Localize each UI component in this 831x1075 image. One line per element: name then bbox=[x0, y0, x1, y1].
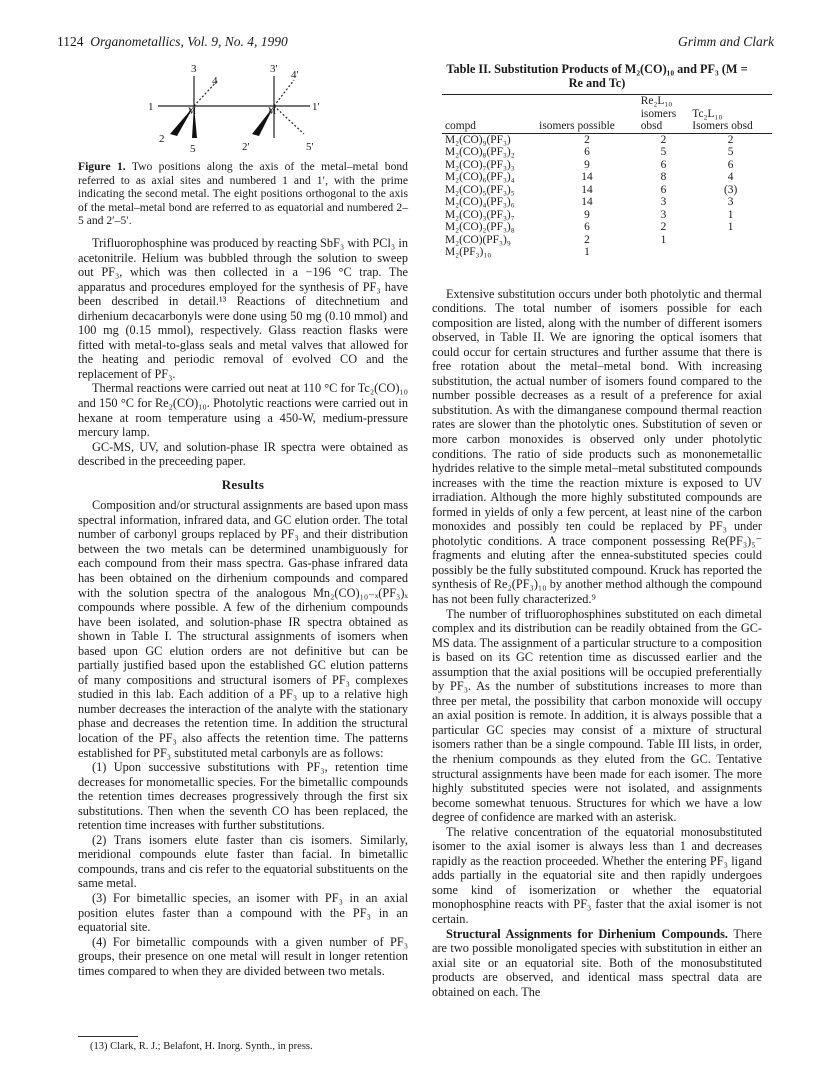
page-number: 1124 bbox=[57, 34, 84, 49]
table-row bbox=[442, 234, 772, 247]
results-rule-3: (3) For bimetallic species, an isomer with PF₃ in an axial position elutes faster than a compound with the PF₃ in an equatorial site. bbox=[78, 891, 408, 935]
label-metal-1: M bbox=[188, 106, 197, 116]
cell-tc-obsd: 1 bbox=[727, 221, 734, 233]
table-row bbox=[442, 159, 772, 172]
cell-compd: M₂(CO)₂(PF₃)₈ bbox=[445, 221, 515, 233]
caption-text: Two positions along the axis of the metal–metal bond referred to as axial sites and numbered 1 and 1′, with the prime indicating the second metal. The eight positions orthogonal to the axis of the metal–metal bond are referred to as equatorial and numbered 2–5 and 2′–5′. bbox=[78, 160, 408, 228]
header-isomers-possible: isomers possible bbox=[536, 120, 638, 133]
dashed-bond-4-prime bbox=[274, 80, 294, 106]
cell-isomers-possible: 14 bbox=[581, 171, 593, 183]
results-rule-1: (1) Upon successive substitutions with PF₃, retention time decreases for monometallic species. For the bimetallic compounds the retention times decreases progressively through the first six substitutions. Then when the seventh CO has been replaced, the retention time increases with further substitutions. bbox=[78, 760, 408, 833]
figure-1-caption bbox=[78, 160, 408, 228]
table-row bbox=[442, 209, 772, 222]
label-5-prime: 5' bbox=[306, 141, 314, 153]
label-1: 1 bbox=[148, 101, 154, 113]
cell-isomers-possible: 1 bbox=[584, 246, 590, 258]
label-2: 2 bbox=[159, 133, 165, 145]
label-5: 5 bbox=[190, 143, 196, 154]
cell-isomers-possible: 2 bbox=[584, 133, 590, 146]
journal-citation: Organometallics, Vol. 9, No. 4, 1990 bbox=[90, 34, 288, 49]
cell-re-obsd: 2 bbox=[660, 221, 667, 233]
dashed-bond-5-prime bbox=[274, 106, 304, 134]
cell-isomers-possible: 6 bbox=[584, 221, 590, 233]
footnote-divider bbox=[78, 1036, 138, 1037]
label-4: 4 bbox=[212, 75, 218, 87]
cell-tc-obsd: 3 bbox=[727, 196, 734, 208]
label-2-prime: 2' bbox=[242, 141, 250, 153]
cell-tc-obsd: 4 bbox=[727, 171, 734, 183]
table-title-line-2: Re and Tc) bbox=[568, 76, 626, 90]
table-row bbox=[442, 196, 772, 209]
table-row bbox=[442, 171, 772, 184]
table-2-wrapper bbox=[442, 94, 762, 259]
table-row bbox=[442, 133, 772, 146]
results-rule-2: (2) Trans isomers elute faster than cis isomers. Similarly, meridional compounds elute faster than facial. In bimetallic compounds, trans and cis refer to the equatorial substituents on the same metal. bbox=[78, 832, 408, 891]
left-column bbox=[78, 62, 408, 978]
header-tc-top: Tc₂L₁₀ bbox=[692, 107, 723, 120]
results-heading: Results bbox=[221, 476, 265, 492]
caption-label: Figure 1. bbox=[78, 160, 126, 173]
cell-re-obsd: 5 bbox=[660, 146, 667, 158]
label-metal-2: M bbox=[268, 106, 277, 116]
cell-re-obsd: 8 bbox=[660, 171, 667, 183]
cell-tc-obsd: 6 bbox=[727, 158, 734, 171]
cell-isomers-possible: 14 bbox=[581, 196, 593, 208]
experimental-paragraph-2: Thermal reactions were carried out neat at 110 °C for Tc₂(CO)₁₀ and 150 °C for Re₂(CO)₁₀. Photolytic reactions were carried out in hexane at room temperature using a 450-W, medium-pressure mercury lamp. bbox=[78, 381, 408, 440]
discussion-paragraph-2: The number of trifluorophosphines substituted on each dimetal complex and its distribution can be readily obtained from the GC-MS data. The assignment of a particular structure to a composition is based on its GC retention time as discussed earlier and the assumption that the axial positions will be occupied preferentially by PF₃. As the number of substitutions increases to more than three per metal, the possibility that carbon monoxide will occupy an axial position is remote. In addition, it is always possible that a particular GC species may consist of a mixture of structural isomers rather than be a single compound. Table III lists, in order, the rhenium compounds as they eluted from the GC. Tentative structural assignments have been made for each isomer. The more highly substituted species were not isolated, and assignments become somewhat tenuous. Structures for which we have a low degree of confidence are marked with an asterisk. bbox=[432, 606, 762, 825]
page-header bbox=[57, 34, 774, 52]
cell-tc-obsd: 1 bbox=[727, 208, 734, 221]
results-paragraph-1: Composition and/or structural assignments are based upon mass spectral information, infrared data, and GC elution order. The total number of carbonyl groups replaced by PF₃ and their distribution between the two metals can be determined unambiguously for each compound from their mass spectra. Gas-phase infrared data has been obtained on the dirhenium compounds and compared with the solution spectra of the analogous Mn₂(CO)₁₀₋ₓ(PF₃)ₓ compounds where possible. A few of the dirhenium compounds have been isolated, and solution-phase IR spectra obtained as shown in Table I. The structural assignments of isomers when based upon GC elution orders are not definitive but can be partially justified based upon the established GC elution patterns of many compositions and structural isomers of PF₃ complexes studied in this lab. Each addition of a PF₃ up to a relative high number decreases the interaction of the analyte with the stationary phase and decreases the retention time. In addition the structural location of the PF₃ also affects the retention time. The patterns established for PF₃ substituted metal carbonyls are as follows: bbox=[78, 498, 408, 760]
discussion-paragraph-3: The relative concentration of the equatorial monosubstituted isomer to the axial isomer is always less than 1 and decreases rapidly as the reaction proceeded. Whether the entering PF₃ ligand adds partially in the equatorial site and then rapidly undergoes some kind of isomerization or whether the equatorial monophosphine reacts with PF₃ faster that the axial isomer is not certain. bbox=[432, 824, 762, 927]
table-title-line-1: Table II. Substitution Products of M₂(CO)₁₀ and PF₃ (M = bbox=[446, 62, 748, 76]
cell-tc-obsd: 2 bbox=[727, 133, 734, 146]
table-row bbox=[442, 246, 772, 259]
header-re-mid: isomers bbox=[640, 107, 677, 120]
label-3-prime: 3' bbox=[270, 63, 278, 75]
footnote-13: (13) Clark, R. J.; Belafont, H. Inorg. Synth., in press. bbox=[90, 1041, 313, 1052]
cell-compd: M₂(CO)₉(PF₃) bbox=[445, 133, 511, 146]
table-row bbox=[442, 184, 772, 197]
cell-re-obsd bbox=[638, 246, 690, 259]
cell-re-obsd: 6 bbox=[660, 183, 667, 196]
header-left bbox=[57, 34, 288, 50]
cell-tc-obsd: 5 bbox=[727, 146, 734, 158]
cell-re-obsd: 3 bbox=[660, 208, 667, 221]
running-authors: Grimm and Clark bbox=[677, 34, 774, 49]
structural-assignments-text: There are two possible monoligated species with substitution in either an axial site or an equatorial site. Both of the monosubstituted products are observed, and identical mass spectral data are obtained on each. The bbox=[432, 926, 762, 999]
cell-compd: M₂(CO)₆(PF₃)₄ bbox=[445, 171, 515, 183]
cell-isomers-possible: 6 bbox=[584, 146, 590, 158]
structural-assignments-heading: Structural Assignments for Dirhenium Compounds. bbox=[446, 926, 728, 941]
cell-compd: M₂(CO)₃(PF₃)₇ bbox=[445, 208, 515, 221]
experimental-paragraph-1: Trifluorophosphine was produced by reacting SbF₃ with PCl₃ in acetonitrile. Helium was bubbled through the solution to sweep out PF₃, which was then collected in a −196 °C trap. The apparatus and procedures employed for the synthesis of PF₃ have been described in detail.¹³ Reactions of ditechnetium and dirhenium decacarbonyls were done using 50 mg (0.10 mmol) and 100 mg (0.15 mmol), respectively. Glass reaction flasks were fitted with metal-to-glass seals and metal valves that allowed for the heating and periodic removal of evolved CO and the replacement of PF₃. bbox=[78, 235, 408, 381]
cell-re-obsd: 6 bbox=[660, 158, 667, 171]
table-row bbox=[442, 221, 772, 234]
header-tc-bot: Isomers obsd bbox=[689, 120, 772, 133]
structural-assignments-paragraph bbox=[432, 927, 762, 1000]
cell-isomers-possible: 14 bbox=[581, 183, 593, 196]
cell-tc-obsd bbox=[689, 234, 772, 247]
figure-1-diagram bbox=[78, 62, 408, 154]
cell-re-obsd: 1 bbox=[660, 233, 667, 246]
label-3: 3 bbox=[191, 63, 197, 75]
cell-compd: M₂(CO)(PF₃)₉ bbox=[445, 233, 511, 246]
table-row bbox=[442, 146, 772, 159]
label-4-prime: 4' bbox=[291, 69, 299, 81]
cell-compd: M₂(CO)₅(PF₃)₅ bbox=[445, 183, 515, 196]
right-column bbox=[432, 62, 762, 999]
cell-compd: M₂(PF₃)₁₀ bbox=[445, 246, 492, 258]
header-re-top: Re₂L₁₀ bbox=[638, 95, 690, 108]
cell-isomers-possible: 9 bbox=[584, 158, 590, 171]
table-2 bbox=[442, 94, 772, 259]
cell-re-obsd: 2 bbox=[660, 133, 667, 146]
header-re-bot: obsd bbox=[638, 120, 690, 133]
experimental-paragraph-3: GC-MS, UV, and solution-phase IR spectra were obtained as described in the preceeding paper. bbox=[78, 439, 408, 469]
cell-isomers-possible: 9 bbox=[584, 208, 590, 221]
label-1-prime: 1' bbox=[312, 101, 320, 113]
cell-compd: M₂(CO)₈(PF₃)₂ bbox=[445, 146, 515, 158]
cell-compd: M₂(CO)₄(PF₃)₆ bbox=[445, 196, 515, 208]
cell-tc-obsd bbox=[689, 246, 772, 259]
header-compd: compd bbox=[442, 120, 536, 133]
metal-metal-bond-diagram bbox=[78, 62, 408, 154]
table-2-title bbox=[432, 62, 762, 90]
cell-tc-obsd: (3) bbox=[724, 183, 738, 196]
results-rule-4: (4) For bimetallic compounds with a given number of PF₃ groups, their presence on one metal will result in longer retention times compared to when they are divided between two metals. bbox=[78, 934, 408, 978]
cell-isomers-possible: 2 bbox=[584, 233, 590, 246]
discussion-paragraph-1: Extensive substitution occurs under both photolytic and thermal conditions. The total number of isomers possible for each composition are listed, along with the number of different isomers observed, in Table II. We are ignoring the optical isomers that could occur for certain structures and further assume that there is free rotation about the metal–metal bond. With increasing substitution, the actual number of isomers found compared to the number possible decreases as a result of a preference for axial substitution. As with the dimanganese compound thermal reaction rates are slower than the photolytic ones. Substitution of seven or more carbon monoxides is observed only under photolytic conditions. The ratio of side products such as mononemetallic hydrides relative to the simple metal–metal substituted compounds increases with the time the reaction mixture is exposed to UV irradiation. Although the more highly substituted compounds are formed in yields of only a few percent, at least nine of the carbon monoxides and possibly ten could be replaced by PF₃ under photolytic conditions. A trace component possessing Re(PF₃)₅⁻ fragments and eluting after the ennea-substituted species could possibly be the fully substituted compound. Kruck has reported the synthesis of Re₂(PF₃)₁₀ by another method although the compound has not been fully characterized.⁹ bbox=[432, 286, 762, 606]
cell-re-obsd: 3 bbox=[660, 196, 667, 208]
table-2-body bbox=[442, 133, 772, 259]
cell-compd: M₂(CO)₇(PF₃)₃ bbox=[445, 158, 515, 171]
